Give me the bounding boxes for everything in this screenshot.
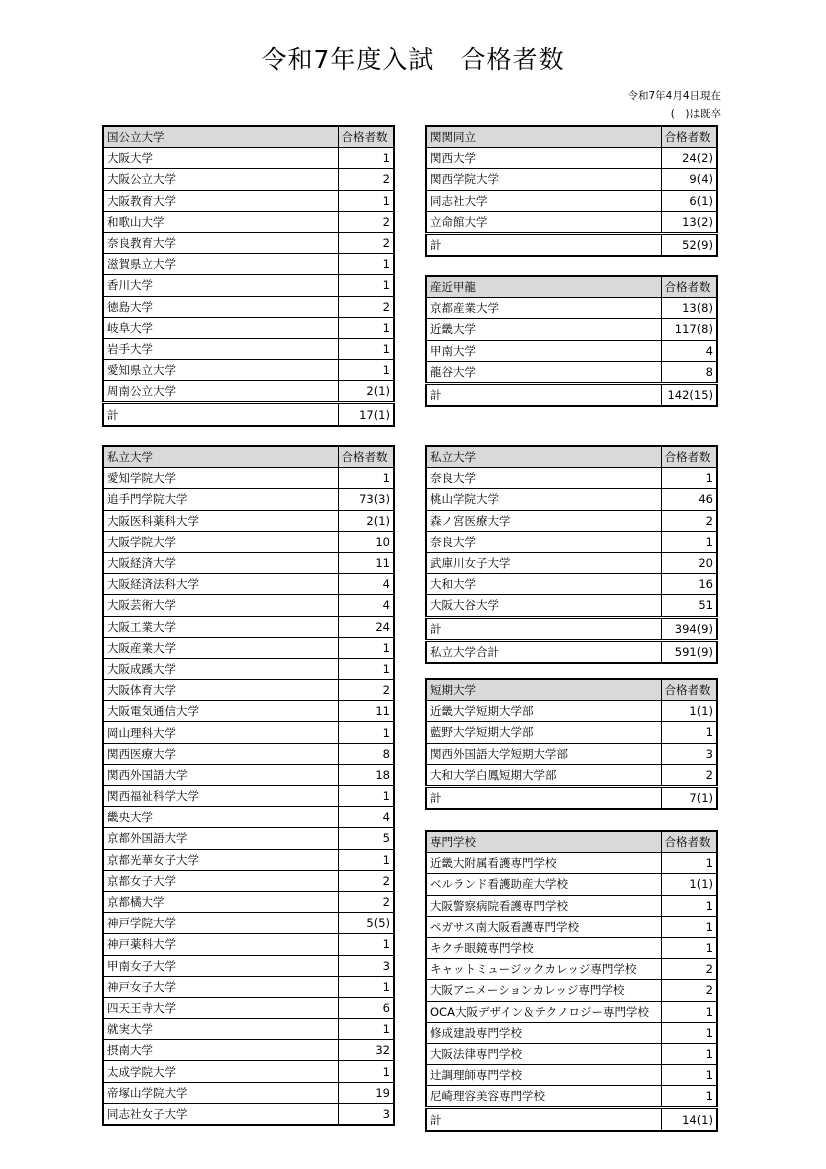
- table-row: [426, 853, 717, 874]
- table-row-count: 1: [661, 1001, 717, 1022]
- table-header-count: 合格者数: [338, 126, 394, 148]
- table-row-count: 2: [338, 891, 394, 912]
- table-row-label: 関西福祉科学大学: [103, 786, 338, 807]
- table-header: [103, 446, 394, 468]
- table-row-count: 1: [338, 934, 394, 955]
- total-row: [426, 383, 717, 406]
- table-row-count: 2: [338, 680, 394, 701]
- table-row: [103, 489, 394, 510]
- table-row-count: 2(1): [338, 510, 394, 531]
- total-row: [426, 1108, 717, 1131]
- table-row: [103, 468, 394, 489]
- table-row-count: 1: [661, 468, 717, 489]
- table-row-count: 2: [661, 959, 717, 980]
- table-row: [103, 552, 394, 573]
- table-row-count: 1: [661, 1043, 717, 1064]
- table-row-label: 同志社大学: [426, 190, 661, 211]
- table-row: [103, 211, 394, 232]
- table-row-count: 1: [661, 1086, 717, 1108]
- table-row: [103, 955, 394, 976]
- table-row: [103, 764, 394, 785]
- table-row-count: 1: [338, 468, 394, 489]
- table-row-count: 1: [338, 275, 394, 296]
- table-row-label: 京都橘大学: [103, 891, 338, 912]
- table-row-label: 関西外国語大学: [103, 764, 338, 785]
- total-row-count: 142(15): [661, 383, 717, 406]
- total-row-label: 計: [426, 383, 661, 406]
- table-row-count: 11: [338, 701, 394, 722]
- table-row-label: 徳島大学: [103, 296, 338, 317]
- legend-note: ( )は既卒: [670, 108, 721, 120]
- table-row-label: 帝塚山学院大学: [103, 1082, 338, 1103]
- table-row: [426, 574, 717, 595]
- table-row-label: 同志社女子大学: [103, 1103, 338, 1125]
- table-row-count: 1: [338, 148, 394, 169]
- total-row-count: 14(1): [661, 1108, 717, 1131]
- sankinkonryu-table: [425, 275, 718, 407]
- table-row-count: 1: [338, 317, 394, 338]
- table-row-count: 1: [338, 338, 394, 359]
- table-row: [103, 381, 394, 403]
- table-header-label: 私立大学: [426, 446, 661, 468]
- table-row-label: 畿央大学: [103, 807, 338, 828]
- table-row-count: 2: [661, 980, 717, 1001]
- table-row-count: 4: [338, 595, 394, 616]
- table-row-label: 奈良大学: [426, 468, 661, 489]
- table-row: [103, 275, 394, 296]
- table-row-label: 大阪電気通信大学: [103, 701, 338, 722]
- table-row-label: 立命館大学: [426, 211, 661, 233]
- table-row-count: 1: [338, 637, 394, 658]
- table-row-label: 岡山理科大学: [103, 722, 338, 743]
- table-header: [426, 679, 717, 701]
- table-row: [426, 340, 717, 361]
- table-row: [103, 1082, 394, 1103]
- table-row-label: 京都産業大学: [426, 298, 661, 319]
- table-row-label: 関西外国語大学短期大学部: [426, 743, 661, 764]
- table-row: [103, 807, 394, 828]
- table-row-count: 1: [661, 1065, 717, 1086]
- table-row-label: 藍野大学短期大学部: [426, 722, 661, 743]
- total-row-label: 計: [426, 1108, 661, 1131]
- table-row-count: 1: [661, 916, 717, 937]
- total-row: [426, 617, 717, 640]
- table-row: [426, 959, 717, 980]
- table-header: [426, 126, 717, 148]
- table-row: [103, 254, 394, 275]
- table-row: [426, 211, 717, 233]
- total-row: [103, 403, 394, 426]
- table-row-count: 117(8): [661, 319, 717, 340]
- table-header-count: 合格者数: [661, 446, 717, 468]
- table-row-label: 大阪法律専門学校: [426, 1043, 661, 1064]
- table-header-label: 専門学校: [426, 831, 661, 853]
- table-row: [103, 997, 394, 1018]
- table-row-label: 大阪学院大学: [103, 531, 338, 552]
- table-row-label: 尼崎理容美容専門学校: [426, 1086, 661, 1108]
- table-row: [103, 296, 394, 317]
- table-row: [103, 1061, 394, 1082]
- table-row: [103, 680, 394, 701]
- table-header-label: 関関同立: [426, 126, 661, 148]
- table-row: [103, 701, 394, 722]
- table-row-label: 京都光華女子大学: [103, 849, 338, 870]
- table-row-label: 追手門学院大学: [103, 489, 338, 510]
- table-row-count: 24(2): [661, 148, 717, 169]
- table-row-count: 1: [338, 658, 394, 679]
- table-header-count: 合格者数: [338, 446, 394, 468]
- table-row-label: 大阪大学: [103, 148, 338, 169]
- table-row-count: 13(2): [661, 211, 717, 233]
- table-row-count: 32: [338, 1040, 394, 1061]
- table-row: [103, 786, 394, 807]
- table-row-label: 奈良教育大学: [103, 232, 338, 253]
- table-row-label: 大和大学: [426, 574, 661, 595]
- table-row-count: 6: [338, 997, 394, 1018]
- table-row-label: キクチ眼鏡専門学校: [426, 937, 661, 958]
- table-row-label: 大和大学白鳳短期大学部: [426, 764, 661, 786]
- table-row-label: 京都女子大学: [103, 870, 338, 891]
- table-row: [426, 980, 717, 1001]
- table-row-count: 1: [661, 722, 717, 743]
- table-row: [426, 1043, 717, 1064]
- table-row: [103, 743, 394, 764]
- table-row: [426, 552, 717, 573]
- table-row-count: 51: [661, 595, 717, 617]
- table-row-count: 1(1): [661, 874, 717, 895]
- table-row-label: 大阪成蹊大学: [103, 658, 338, 679]
- table-row-count: 18: [338, 764, 394, 785]
- table-row: [103, 190, 394, 211]
- table-row-count: 1: [338, 1019, 394, 1040]
- table-row-count: 1: [338, 849, 394, 870]
- table-row-count: 1: [338, 786, 394, 807]
- table-row: [426, 190, 717, 211]
- table-row: [103, 531, 394, 552]
- table-row: [103, 934, 394, 955]
- table-row-count: 1: [661, 937, 717, 958]
- table-header-label: 短期大学: [426, 679, 661, 701]
- table-row-count: 1: [338, 360, 394, 381]
- table-row-label: 大阪公立大学: [103, 169, 338, 190]
- table-header-label: 私立大学: [103, 446, 338, 468]
- table-row-label: 滋賀県立大学: [103, 254, 338, 275]
- table-row-count: 10: [338, 531, 394, 552]
- table-row-label: 摂南大学: [103, 1040, 338, 1061]
- table-row: [426, 895, 717, 916]
- grand-total-row-count: 591(9): [661, 640, 717, 663]
- table-row-count: 8: [338, 743, 394, 764]
- table-row-count: 2: [661, 510, 717, 531]
- table-row: [103, 976, 394, 997]
- table-row-count: 19: [338, 1082, 394, 1103]
- table-row-count: 5(5): [338, 913, 394, 934]
- table-row-label: OCA大阪デザイン＆テクノロジー専門学校: [426, 1001, 661, 1022]
- table-row-label: 大阪経済大学: [103, 552, 338, 573]
- table-row: [426, 169, 717, 190]
- table-row-count: 11: [338, 552, 394, 573]
- page-title: 令和7年度入試 合格者数: [261, 45, 565, 74]
- table-row: [426, 764, 717, 786]
- table-row: [103, 870, 394, 891]
- total-row-count: 7(1): [661, 786, 717, 809]
- table-row-label: 甲南女子大学: [103, 955, 338, 976]
- table-row-label: 関西医療大学: [103, 743, 338, 764]
- table-row-count: 3: [338, 1103, 394, 1125]
- table-row-count: 2: [661, 764, 717, 786]
- table-header-label: 産近甲龍: [426, 276, 661, 298]
- table-row: [426, 937, 717, 958]
- table-row: [103, 232, 394, 253]
- table-header: [426, 276, 717, 298]
- table-row-label: 大阪医科薬科大学: [103, 510, 338, 531]
- table-row-count: 2: [338, 169, 394, 190]
- table-row-count: 20: [661, 552, 717, 573]
- total-row-label: 計: [426, 786, 661, 809]
- table-row-label: 愛知県立大学: [103, 360, 338, 381]
- total-row: [426, 786, 717, 809]
- table-row-count: 46: [661, 489, 717, 510]
- kankandoritsu-table: [425, 125, 718, 257]
- table-row-label: 神戸女子大学: [103, 976, 338, 997]
- table-row: [103, 1103, 394, 1125]
- table-row-label: 神戸薬科大学: [103, 934, 338, 955]
- table-row: [426, 1065, 717, 1086]
- table-row: [103, 510, 394, 531]
- table-row-label: 大阪アニメーションカレッジ専門学校: [426, 980, 661, 1001]
- table-row-label: 修成建設専門学校: [426, 1022, 661, 1043]
- table-row-label: 大阪芸術大学: [103, 595, 338, 616]
- table-row-label: 森ノ宮医療大学: [426, 510, 661, 531]
- table-row-label: 関西大学: [426, 148, 661, 169]
- table-row: [103, 169, 394, 190]
- table-row-count: 1: [661, 853, 717, 874]
- table-row-count: 1: [338, 190, 394, 211]
- table-row: [103, 913, 394, 934]
- table-row-label: 甲南大学: [426, 340, 661, 361]
- total-row-label: 計: [426, 233, 661, 256]
- table-row-label: 四天王寺大学: [103, 997, 338, 1018]
- grand-total-row-label: 私立大学合計: [426, 640, 661, 663]
- table-row: [426, 468, 717, 489]
- table-row: [103, 891, 394, 912]
- table-row: [426, 1086, 717, 1108]
- table-row-label: 桃山学院大学: [426, 489, 661, 510]
- total-row-label: 計: [103, 403, 338, 426]
- table-row-label: ペガサス南大阪看護専門学校: [426, 916, 661, 937]
- table-row: [426, 510, 717, 531]
- table-row: [426, 298, 717, 319]
- table-row-label: 大阪教育大学: [103, 190, 338, 211]
- national-universities-table: [102, 125, 395, 427]
- table-header-count: 合格者数: [661, 679, 717, 701]
- table-row-label: 大阪体育大学: [103, 680, 338, 701]
- table-header-label: 国公立大学: [103, 126, 338, 148]
- table-row: [426, 722, 717, 743]
- table-row-count: 1: [338, 1061, 394, 1082]
- table-row-label: 和歌山大学: [103, 211, 338, 232]
- table-row: [426, 319, 717, 340]
- table-row-label: 愛知学院大学: [103, 468, 338, 489]
- table-row-count: 4: [661, 340, 717, 361]
- table-row: [103, 595, 394, 616]
- table-header: [103, 126, 394, 148]
- table-row: [103, 849, 394, 870]
- table-row-label: 周南公立大学: [103, 381, 338, 403]
- grand-total-row: [426, 640, 717, 663]
- table-row: [103, 637, 394, 658]
- table-row-label: 関西学院大学: [426, 169, 661, 190]
- table-header-count: 合格者数: [661, 126, 717, 148]
- table-row-count: 1: [661, 895, 717, 916]
- table-row-label: 大阪経済法科大学: [103, 574, 338, 595]
- table-row: [103, 616, 394, 637]
- table-row: [103, 148, 394, 169]
- table-row-count: 2: [338, 296, 394, 317]
- table-row: [426, 743, 717, 764]
- table-row-count: 1: [338, 976, 394, 997]
- table-row: [426, 1001, 717, 1022]
- table-header: [426, 831, 717, 853]
- table-row: [426, 874, 717, 895]
- table-row-label: 岐阜大学: [103, 317, 338, 338]
- table-row: [426, 595, 717, 617]
- total-row-count: 17(1): [338, 403, 394, 426]
- table-row: [103, 828, 394, 849]
- total-row-label: 計: [426, 617, 661, 640]
- table-row-count: 1: [338, 722, 394, 743]
- table-row-label: ベルランド看護助産大学校: [426, 874, 661, 895]
- table-row-count: 1(1): [661, 701, 717, 722]
- table-row-label: 辻調理師専門学校: [426, 1065, 661, 1086]
- table-row-count: 1: [661, 1022, 717, 1043]
- table-row-count: 24: [338, 616, 394, 637]
- table-row-count: 2: [338, 232, 394, 253]
- table-row: [426, 148, 717, 169]
- table-row-count: 6(1): [661, 190, 717, 211]
- table-row: [103, 722, 394, 743]
- table-row-label: 京都外国語大学: [103, 828, 338, 849]
- total-row: [426, 233, 717, 256]
- table-row-count: 1: [338, 254, 394, 275]
- table-row-label: 香川大学: [103, 275, 338, 296]
- table-row-count: 1: [661, 531, 717, 552]
- table-row-count: 13(8): [661, 298, 717, 319]
- table-row-count: 2: [338, 211, 394, 232]
- table-row: [103, 658, 394, 679]
- table-row-count: 9(4): [661, 169, 717, 190]
- table-row-count: 73(3): [338, 489, 394, 510]
- table-row: [103, 317, 394, 338]
- table-row: [103, 338, 394, 359]
- table-row: [426, 361, 717, 383]
- date-note: 令和7年4月4日現在: [627, 90, 721, 102]
- table-row-label: 神戸学院大学: [103, 913, 338, 934]
- table-row-count: 4: [338, 807, 394, 828]
- table-row: [103, 574, 394, 595]
- table-row: [103, 1040, 394, 1061]
- table-row-label: 大阪大谷大学: [426, 595, 661, 617]
- table-row-label: 大阪産業大学: [103, 637, 338, 658]
- table-row: [426, 916, 717, 937]
- table-row-count: 8: [661, 361, 717, 383]
- table-row-count: 16: [661, 574, 717, 595]
- private-universities-table-right: [425, 445, 718, 664]
- total-row-count: 394(9): [661, 617, 717, 640]
- table-row: [426, 489, 717, 510]
- table-row-label: 近畿大附属看護専門学校: [426, 853, 661, 874]
- table-row-label: 就実大学: [103, 1019, 338, 1040]
- table-row-count: 3: [661, 743, 717, 764]
- table-row-count: 4: [338, 574, 394, 595]
- total-row-count: 52(9): [661, 233, 717, 256]
- table-row-count: 5: [338, 828, 394, 849]
- vocational-schools-table: [425, 830, 718, 1132]
- table-row-label: 武庫川女子大学: [426, 552, 661, 573]
- junior-colleges-table: [425, 678, 718, 810]
- table-row-label: 奈良大学: [426, 531, 661, 552]
- table-row-label: 近畿大学短期大学部: [426, 701, 661, 722]
- table-row-label: 太成学院大学: [103, 1061, 338, 1082]
- table-header-count: 合格者数: [661, 276, 717, 298]
- table-row-label: 岩手大学: [103, 338, 338, 359]
- table-row-label: 近畿大学: [426, 319, 661, 340]
- table-header-count: 合格者数: [661, 831, 717, 853]
- table-row-count: 2(1): [338, 381, 394, 403]
- table-row: [103, 360, 394, 381]
- table-row: [426, 1022, 717, 1043]
- table-row-label: キャットミュージックカレッジ専門学校: [426, 959, 661, 980]
- table-row: [103, 1019, 394, 1040]
- table-row-label: 大阪工業大学: [103, 616, 338, 637]
- table-header: [426, 446, 717, 468]
- private-universities-table-left: [102, 445, 395, 1126]
- table-row-count: 3: [338, 955, 394, 976]
- table-row: [426, 701, 717, 722]
- table-row-count: 2: [338, 870, 394, 891]
- table-row-label: 大阪警察病院看護専門学校: [426, 895, 661, 916]
- table-row: [426, 531, 717, 552]
- table-row-label: 龍谷大学: [426, 361, 661, 383]
